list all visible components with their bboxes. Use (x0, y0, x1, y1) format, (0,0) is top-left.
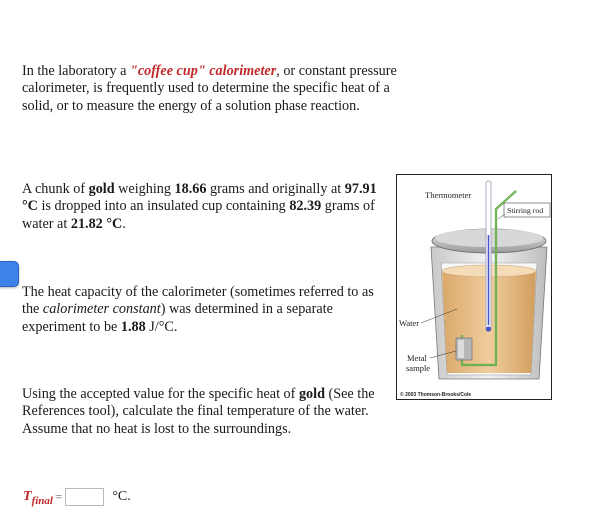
answer-row (23, 488, 131, 506)
question-metal-name: gold (298, 386, 325, 402)
intro-text-2: , or constant pressure calorimeter, is frequently used to determine the specific heat of a solid, or to measure the energy of a solution phase reaction. (22, 63, 397, 114)
heat-capacity-text-3: J/°C. (145, 318, 178, 335)
metal-mass: 18.66 (174, 181, 207, 197)
water-mass: 82.39 (289, 198, 322, 215)
question-text-1: Using the accepted value for the specific heat of (22, 386, 299, 402)
problem-text-5: grams of water at (22, 198, 375, 232)
intro-paragraph (22, 63, 402, 115)
figure-copyright: © 2003 Thomson-Brooks/Cole (400, 392, 472, 398)
problem-text-6: . (122, 215, 126, 232)
problem-paragraph (22, 181, 382, 233)
thermometer-label: Thermometer (425, 190, 472, 200)
question-text-2: (See the References tool), calculate the final temperature of the water. Assume that no heat is lost to the surroundings. (22, 386, 375, 437)
t-final-symbol: T (23, 489, 32, 504)
answer-unit: °C. (112, 489, 131, 504)
calorimeter-diagram (397, 175, 551, 399)
problem-text-3: grams and originally at (206, 181, 345, 197)
metal-sample-highlight (458, 340, 464, 358)
thermometer-bulb (486, 326, 491, 331)
heat-capacity-text-1: The heat capacity of the calorimeter (sometimes referred to as the (22, 284, 374, 318)
calorimeter-figure (396, 174, 552, 400)
metal-name: gold (88, 181, 115, 197)
problem-text-2: weighing (114, 181, 175, 197)
equals-sign: = (54, 489, 63, 504)
problem-text-4: is dropped into an insulated cup containing (37, 198, 290, 215)
metal-label-2: sample (406, 363, 431, 373)
calorimeter-term: "coffee cup" calorimeter (129, 63, 277, 79)
question-paragraph (22, 386, 382, 438)
heat-capacity-paragraph (22, 284, 382, 336)
t-final-subscript: final (31, 495, 53, 507)
water-label: Water (399, 318, 420, 328)
heat-capacity-value: 1.88 (120, 318, 146, 335)
heat-capacity-text-2: ) was determined in a separate experiment to be (22, 301, 333, 335)
metal-label-1: Metal (407, 353, 427, 363)
metal-initial-temp: 97.91 °C (22, 181, 377, 215)
water-initial-temp: 21.82 °C (70, 215, 123, 232)
final-temperature-input[interactable] (65, 488, 104, 506)
calorimeter-constant-term: calorimeter constant (42, 301, 161, 318)
side-tab-button[interactable] (0, 261, 19, 287)
intro-text-1: In the laboratory a (22, 63, 130, 79)
stirring-rod-label: Stirring rod (507, 206, 544, 215)
problem-text-1: A chunk of (22, 181, 89, 197)
